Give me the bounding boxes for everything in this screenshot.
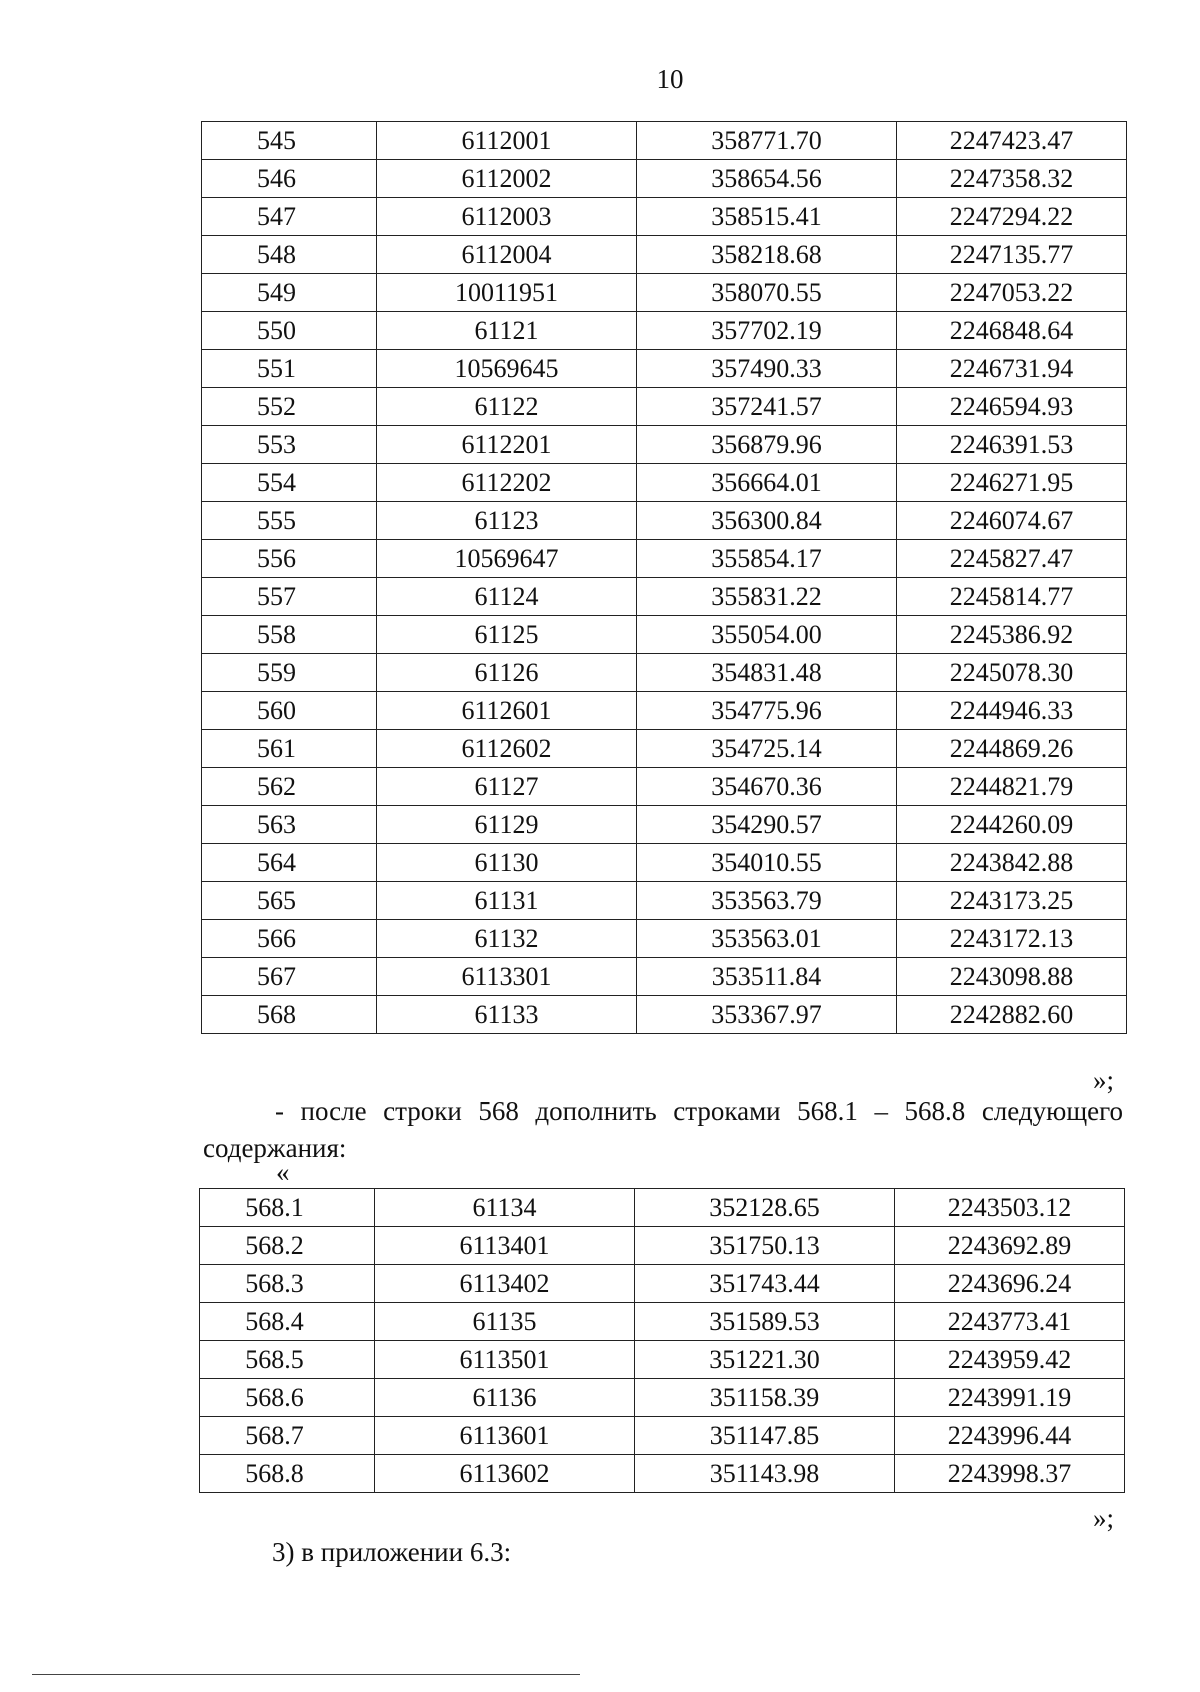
x-coordinate-cell: 355854.17 xyxy=(637,540,897,578)
x-coordinate-cell: 356879.96 xyxy=(637,426,897,464)
table-row xyxy=(202,806,1127,844)
row-number-cell: 567 xyxy=(202,958,377,996)
point-id-cell: 61136 xyxy=(375,1379,635,1417)
added-rows-table-body xyxy=(200,1189,1125,1493)
point-id-cell: 6113401 xyxy=(375,1227,635,1265)
table-row xyxy=(200,1189,1125,1227)
table-row xyxy=(202,920,1127,958)
table-row xyxy=(202,502,1127,540)
y-coordinate-cell: 2243998.37 xyxy=(895,1455,1125,1493)
point-id-cell: 10011951 xyxy=(377,274,637,312)
y-coordinate-cell: 2243959.42 xyxy=(895,1341,1125,1379)
y-coordinate-cell: 2243503.12 xyxy=(895,1189,1125,1227)
row-number-cell: 565 xyxy=(202,882,377,920)
y-coordinate-cell: 2243098.88 xyxy=(897,958,1127,996)
y-coordinate-cell: 2245814.77 xyxy=(897,578,1127,616)
y-coordinate-cell: 2244260.09 xyxy=(897,806,1127,844)
row-number-cell: 555 xyxy=(202,502,377,540)
row-number-cell: 557 xyxy=(202,578,377,616)
point-id-cell: 61133 xyxy=(377,996,637,1034)
row-number-cell: 553 xyxy=(202,426,377,464)
point-id-cell: 61121 xyxy=(377,312,637,350)
y-coordinate-cell: 2245827.47 xyxy=(897,540,1127,578)
x-coordinate-cell: 354775.96 xyxy=(637,692,897,730)
point-id-cell: 61123 xyxy=(377,502,637,540)
table-row xyxy=(202,654,1127,692)
table-row xyxy=(202,274,1127,312)
row-number-cell: 551 xyxy=(202,350,377,388)
table-row xyxy=(202,616,1127,654)
footer-rule xyxy=(32,1674,580,1675)
x-coordinate-cell: 358515.41 xyxy=(637,198,897,236)
y-coordinate-cell: 2245078.30 xyxy=(897,654,1127,692)
point-id-cell: 6112002 xyxy=(377,160,637,198)
point-id-cell: 6113601 xyxy=(375,1417,635,1455)
row-number-cell: 568.7 xyxy=(200,1417,375,1455)
table-row xyxy=(200,1303,1125,1341)
x-coordinate-cell: 353511.84 xyxy=(637,958,897,996)
point-id-cell: 61125 xyxy=(377,616,637,654)
table-row xyxy=(202,692,1127,730)
y-coordinate-cell: 2243996.44 xyxy=(895,1417,1125,1455)
row-number-cell: 556 xyxy=(202,540,377,578)
point-id-cell: 61129 xyxy=(377,806,637,844)
y-coordinate-cell: 2243991.19 xyxy=(895,1379,1125,1417)
point-id-cell: 61127 xyxy=(377,768,637,806)
point-id-cell: 10569645 xyxy=(377,350,637,388)
x-coordinate-cell: 354010.55 xyxy=(637,844,897,882)
row-number-cell: 546 xyxy=(202,160,377,198)
x-coordinate-cell: 355831.22 xyxy=(637,578,897,616)
y-coordinate-cell: 2244946.33 xyxy=(897,692,1127,730)
row-number-cell: 568.5 xyxy=(200,1341,375,1379)
row-number-cell: 568.2 xyxy=(200,1227,375,1265)
x-coordinate-cell: 351158.39 xyxy=(635,1379,895,1417)
x-coordinate-cell: 351221.30 xyxy=(635,1341,895,1379)
x-coordinate-cell: 351750.13 xyxy=(635,1227,895,1265)
y-coordinate-cell: 2243773.41 xyxy=(895,1303,1125,1341)
table-row xyxy=(202,768,1127,806)
x-coordinate-cell: 351589.53 xyxy=(635,1303,895,1341)
y-coordinate-cell: 2247053.22 xyxy=(897,274,1127,312)
row-number-cell: 568.6 xyxy=(200,1379,375,1417)
row-number-cell: 547 xyxy=(202,198,377,236)
point-id-cell: 10569647 xyxy=(377,540,637,578)
table-row xyxy=(202,844,1127,882)
table-row xyxy=(202,236,1127,274)
point-id-cell: 6112202 xyxy=(377,464,637,502)
y-coordinate-cell: 2247135.77 xyxy=(897,236,1127,274)
table-row xyxy=(202,730,1127,768)
table-row xyxy=(202,578,1127,616)
amendment-paragraph: - после строки 568 дополнить строками 568.1 – 568.8 следующего содержания: xyxy=(203,1096,1123,1163)
point-id-cell: 6113602 xyxy=(375,1455,635,1493)
table-row xyxy=(202,122,1127,160)
closing-quote-2: »; xyxy=(1093,1503,1115,1533)
closing-quote: »; xyxy=(1093,1065,1115,1095)
x-coordinate-cell: 353367.97 xyxy=(637,996,897,1034)
coordinates-table-body xyxy=(202,122,1127,1034)
point-id-cell: 6112001 xyxy=(377,122,637,160)
x-coordinate-cell: 352128.65 xyxy=(635,1189,895,1227)
x-coordinate-cell: 357490.33 xyxy=(637,350,897,388)
y-coordinate-cell: 2246848.64 xyxy=(897,312,1127,350)
row-number-cell: 561 xyxy=(202,730,377,768)
row-number-cell: 560 xyxy=(202,692,377,730)
x-coordinate-cell: 357241.57 xyxy=(637,388,897,426)
x-coordinate-cell: 353563.79 xyxy=(637,882,897,920)
row-number-cell: 562 xyxy=(202,768,377,806)
row-number-cell: 568 xyxy=(202,996,377,1034)
y-coordinate-cell: 2247358.32 xyxy=(897,160,1127,198)
point-id-cell: 61122 xyxy=(377,388,637,426)
x-coordinate-cell: 356300.84 xyxy=(637,502,897,540)
table-row xyxy=(202,882,1127,920)
point-id-cell: 6112003 xyxy=(377,198,637,236)
y-coordinate-cell: 2244869.26 xyxy=(897,730,1127,768)
coordinates-table xyxy=(201,121,1127,1034)
y-coordinate-cell: 2247423.47 xyxy=(897,122,1127,160)
table-row xyxy=(202,426,1127,464)
y-coordinate-cell: 2243842.88 xyxy=(897,844,1127,882)
table-row xyxy=(200,1417,1125,1455)
y-coordinate-cell: 2245386.92 xyxy=(897,616,1127,654)
y-coordinate-cell: 2242882.60 xyxy=(897,996,1127,1034)
table-row xyxy=(202,996,1127,1034)
x-coordinate-cell: 354670.36 xyxy=(637,768,897,806)
point-id-cell: 61124 xyxy=(377,578,637,616)
table-row xyxy=(202,160,1127,198)
section-heading: 3) в приложении 6.3: xyxy=(272,1537,512,1567)
x-coordinate-cell: 354831.48 xyxy=(637,654,897,692)
point-id-cell: 61131 xyxy=(377,882,637,920)
y-coordinate-cell: 2246271.95 xyxy=(897,464,1127,502)
row-number-cell: 559 xyxy=(202,654,377,692)
table-row xyxy=(202,312,1127,350)
y-coordinate-cell: 2246594.93 xyxy=(897,388,1127,426)
point-id-cell: 6113402 xyxy=(375,1265,635,1303)
x-coordinate-cell: 358218.68 xyxy=(637,236,897,274)
table-row xyxy=(202,958,1127,996)
page-number: 10 xyxy=(656,64,684,94)
y-coordinate-cell: 2247294.22 xyxy=(897,198,1127,236)
x-coordinate-cell: 351147.85 xyxy=(635,1417,895,1455)
table-row xyxy=(200,1455,1125,1493)
table-row xyxy=(200,1341,1125,1379)
point-id-cell: 6113501 xyxy=(375,1341,635,1379)
row-number-cell: 552 xyxy=(202,388,377,426)
x-coordinate-cell: 354725.14 xyxy=(637,730,897,768)
x-coordinate-cell: 356664.01 xyxy=(637,464,897,502)
point-id-cell: 6112602 xyxy=(377,730,637,768)
point-id-cell: 61132 xyxy=(377,920,637,958)
y-coordinate-cell: 2246731.94 xyxy=(897,350,1127,388)
row-number-cell: 568.1 xyxy=(200,1189,375,1227)
row-number-cell: 563 xyxy=(202,806,377,844)
point-id-cell: 6112201 xyxy=(377,426,637,464)
x-coordinate-cell: 354290.57 xyxy=(637,806,897,844)
table-row xyxy=(200,1227,1125,1265)
row-number-cell: 568.8 xyxy=(200,1455,375,1493)
row-number-cell: 568.3 xyxy=(200,1265,375,1303)
x-coordinate-cell: 351143.98 xyxy=(635,1455,895,1493)
point-id-cell: 6112004 xyxy=(377,236,637,274)
row-number-cell: 566 xyxy=(202,920,377,958)
y-coordinate-cell: 2243696.24 xyxy=(895,1265,1125,1303)
x-coordinate-cell: 357702.19 xyxy=(637,312,897,350)
x-coordinate-cell: 355054.00 xyxy=(637,616,897,654)
y-coordinate-cell: 2243172.13 xyxy=(897,920,1127,958)
row-number-cell: 558 xyxy=(202,616,377,654)
table-row xyxy=(202,540,1127,578)
x-coordinate-cell: 351743.44 xyxy=(635,1265,895,1303)
added-rows-table xyxy=(199,1188,1125,1493)
x-coordinate-cell: 358070.55 xyxy=(637,274,897,312)
row-number-cell: 554 xyxy=(202,464,377,502)
y-coordinate-cell: 2246074.67 xyxy=(897,502,1127,540)
table-row xyxy=(202,350,1127,388)
table-row xyxy=(200,1265,1125,1303)
table-row xyxy=(202,388,1127,426)
point-id-cell: 61134 xyxy=(375,1189,635,1227)
point-id-cell: 61130 xyxy=(377,844,637,882)
row-number-cell: 548 xyxy=(202,236,377,274)
point-id-cell: 61126 xyxy=(377,654,637,692)
table-row xyxy=(202,198,1127,236)
y-coordinate-cell: 2244821.79 xyxy=(897,768,1127,806)
y-coordinate-cell: 2243173.25 xyxy=(897,882,1127,920)
row-number-cell: 545 xyxy=(202,122,377,160)
x-coordinate-cell: 358771.70 xyxy=(637,122,897,160)
point-id-cell: 6112601 xyxy=(377,692,637,730)
point-id-cell: 61135 xyxy=(375,1303,635,1341)
y-coordinate-cell: 2246391.53 xyxy=(897,426,1127,464)
table-row xyxy=(202,464,1127,502)
row-number-cell: 549 xyxy=(202,274,377,312)
x-coordinate-cell: 353563.01 xyxy=(637,920,897,958)
row-number-cell: 550 xyxy=(202,312,377,350)
y-coordinate-cell: 2243692.89 xyxy=(895,1227,1125,1265)
table-row xyxy=(200,1379,1125,1417)
point-id-cell: 6113301 xyxy=(377,958,637,996)
x-coordinate-cell: 358654.56 xyxy=(637,160,897,198)
opening-quote: « xyxy=(276,1157,290,1187)
row-number-cell: 568.4 xyxy=(200,1303,375,1341)
row-number-cell: 564 xyxy=(202,844,377,882)
